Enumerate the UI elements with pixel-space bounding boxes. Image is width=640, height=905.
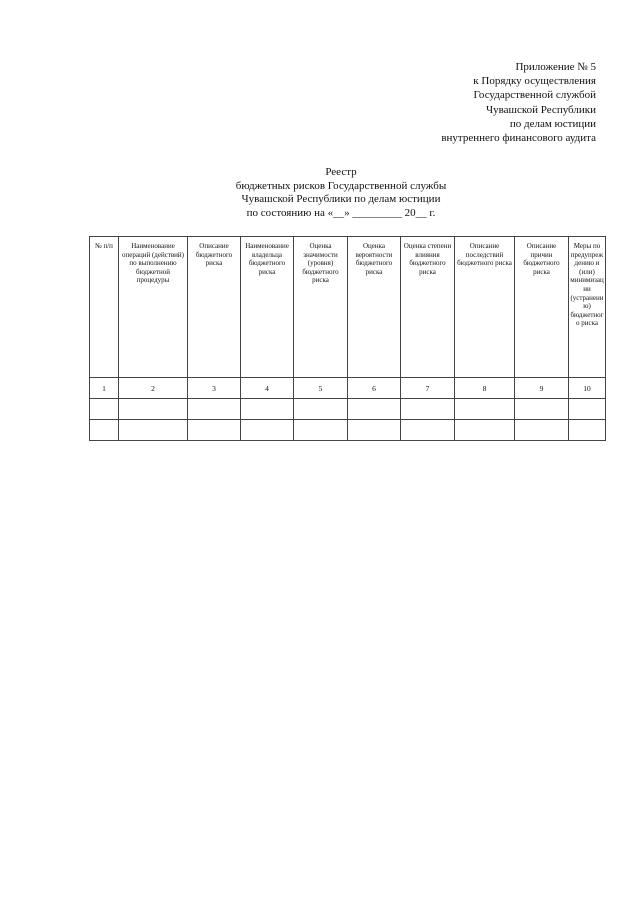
appendix-line: Чувашской Республики [485, 103, 596, 116]
table-cell [401, 399, 455, 420]
title-line: по состоянию на «__» _________ 20__ г. [246, 206, 436, 219]
appendix-line: Государственной службой [473, 89, 596, 102]
header-cell-causes: Описание причин бюджетного риска [515, 237, 569, 378]
column-number-cell: 10 [569, 378, 606, 399]
header-cell-consequences: Описание последствий бюджетного риска [455, 237, 515, 378]
appendix-line: внутреннего финансового аудита [441, 132, 596, 145]
table-cell [348, 399, 401, 420]
table-cell [515, 399, 569, 420]
appendix-line: Приложение № 5 [515, 61, 596, 73]
table-cell [455, 420, 515, 441]
table-cell [241, 420, 294, 441]
header-cell-measures: Меры по предупреждению и (или) минимизации (устранению) бюджетного риска [569, 237, 606, 378]
column-number-cell: 4 [241, 378, 294, 399]
column-number-cell: 7 [401, 378, 455, 399]
title-line: Реестр [325, 166, 357, 178]
header-cell-risk-description: Описание бюджетного риска [188, 237, 241, 378]
table-cell [188, 399, 241, 420]
header-cell-risk-owner: Наименование владельца бюджетного риска [241, 237, 294, 378]
table-column-numbers-row [90, 378, 606, 399]
column-number-cell: 8 [455, 378, 515, 399]
table-cell [401, 420, 455, 441]
appendix-line: по делам юстиции [509, 117, 596, 130]
table-cell [569, 399, 606, 420]
table-cell [455, 399, 515, 420]
appendix-header [441, 60, 596, 145]
header-cell-number: № п/п [90, 237, 119, 378]
table-cell [569, 420, 606, 441]
column-number-cell: 9 [515, 378, 569, 399]
table-cell [188, 420, 241, 441]
table-cell [515, 420, 569, 441]
table-cell [348, 420, 401, 441]
column-number-cell: 1 [90, 378, 119, 399]
table-cell [294, 420, 348, 441]
table-cell [119, 399, 188, 420]
column-number-cell: 2 [119, 378, 188, 399]
title-line: бюджетных рисков Государственной службы [235, 179, 447, 192]
table-cell [90, 420, 119, 441]
header-cell-impact: Оценка степени влияния бюджетного риска [401, 237, 455, 378]
header-cell-operations: Наименование операций (действий) по выполнению бюджетной процедуры [119, 237, 188, 378]
table-row [90, 420, 606, 441]
table-cell [294, 399, 348, 420]
document-title [0, 166, 640, 220]
column-number-cell: 5 [294, 378, 348, 399]
table-cell [90, 399, 119, 420]
table-header-row [90, 237, 606, 378]
column-number-cell: 3 [188, 378, 241, 399]
header-cell-probability: Оценка вероятности бюджетного риска [348, 237, 401, 378]
column-number-cell: 6 [348, 378, 401, 399]
table-cell [119, 420, 188, 441]
appendix-line: к Порядку осуществления [473, 75, 596, 88]
table-cell [241, 399, 294, 420]
table-row [90, 399, 606, 420]
header-cell-significance: Оценка значимости (уровня) бюджетного риска [294, 237, 348, 378]
title-line: Чувашской Республики по делам юстиции [241, 193, 441, 206]
risk-registry-table [89, 236, 606, 441]
